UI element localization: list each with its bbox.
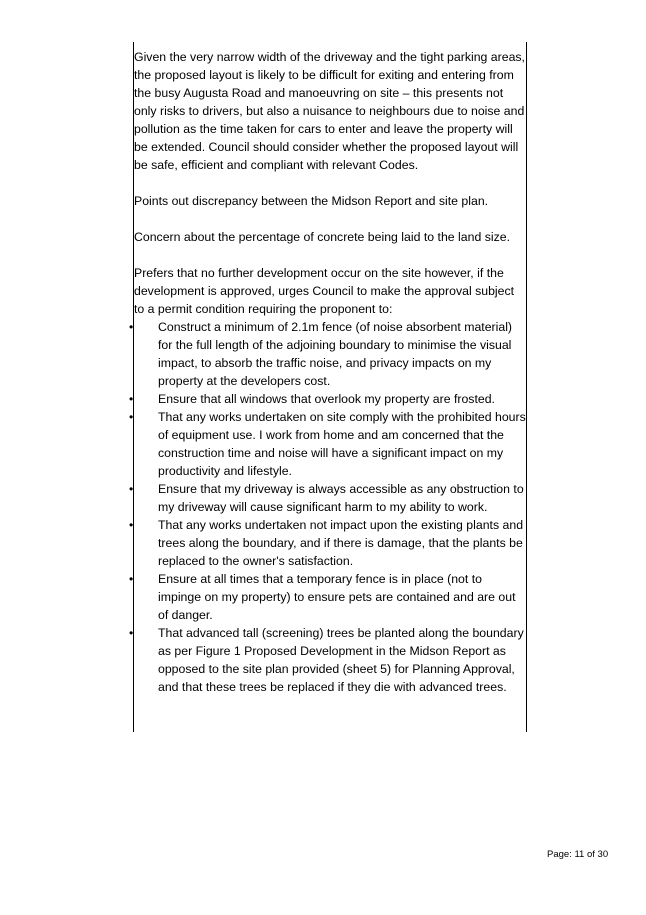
list-item bbox=[129, 390, 527, 408]
list-item-text: Ensure that all windows that overlook my property are frosted. bbox=[158, 392, 495, 406]
list-item-text: Construct a minimum of 2.1m fence (of noise absorbent material) for the full length of the adjoining boundary to minimise the visual impact, to absorb the traffic noise, and privacy impacts on my property at the developers cost. bbox=[158, 320, 513, 388]
list-item bbox=[129, 408, 527, 480]
bullet-icon: • bbox=[129, 626, 134, 640]
list-item-text: That advanced tall (screening) trees be planted along the boundary as per Figure 1 Proposed Development in the Midson Report as opposed to the site plan provided (sheet 5) for Planning Approval, and that these trees be replaced if they die with advanced trees. bbox=[158, 626, 524, 694]
list-item bbox=[129, 570, 527, 624]
list-item-text: That any works undertaken on site comply with the prohibited hours of equipment use. I work from home and am concerned that the construction time and noise will have a significant impact on my productivity and lifestyle. bbox=[158, 410, 526, 478]
bullet-icon: • bbox=[129, 572, 134, 586]
list-item bbox=[129, 318, 527, 390]
paragraph-driveway-concern: Given the very narrow width of the driveway and the tight parking areas, the proposed layout is likely to be difficult for exiting and entering from the busy Augusta Road and manoeuvring on site – this presents not only risks to drivers, but also a nuisance to neighbours due to noise and pollution as the time taken for cars to enter and leave the property will be extended. Council should consider whether the proposed layout will be safe, efficient and compliant with relevant Codes. bbox=[134, 50, 525, 172]
paragraph-permit-conditions: Prefers that no further development occur on the site however, if the development is approved, urges Council to make the approval subject to a permit condition requiring the proponent to: bbox=[134, 266, 515, 316]
list-item-text: Ensure that my driveway is always accessible as any obstruction to my driveway will cause significant harm to my ability to work. bbox=[158, 482, 524, 514]
bullet-icon: • bbox=[129, 518, 134, 532]
permit-condition-list bbox=[129, 318, 527, 696]
paragraph-concrete-concern: Concern about the percentage of concrete being laid to the land size. bbox=[134, 230, 510, 244]
bullet-icon: • bbox=[129, 392, 134, 406]
list-item bbox=[129, 516, 527, 570]
page-number: Page: 11 of 30 bbox=[547, 849, 609, 860]
bullet-icon: • bbox=[129, 482, 134, 496]
paragraph-discrepancy: Points out discrepancy between the Midson Report and site plan. bbox=[134, 194, 489, 208]
list-item-text: That any works undertaken not impact upon the existing plants and trees along the boundary, and if there is damage, that the plants be replaced to the owner's satisfaction. bbox=[158, 518, 524, 568]
list-item bbox=[129, 624, 527, 696]
submission-content bbox=[129, 48, 527, 696]
bullet-icon: • bbox=[129, 320, 134, 334]
list-item bbox=[129, 480, 527, 516]
bullet-icon: • bbox=[129, 410, 134, 424]
list-item-text: Ensure at all times that a temporary fence is in place (not to impinge on my property) to ensure pets are contained and are out of danger. bbox=[158, 572, 516, 622]
